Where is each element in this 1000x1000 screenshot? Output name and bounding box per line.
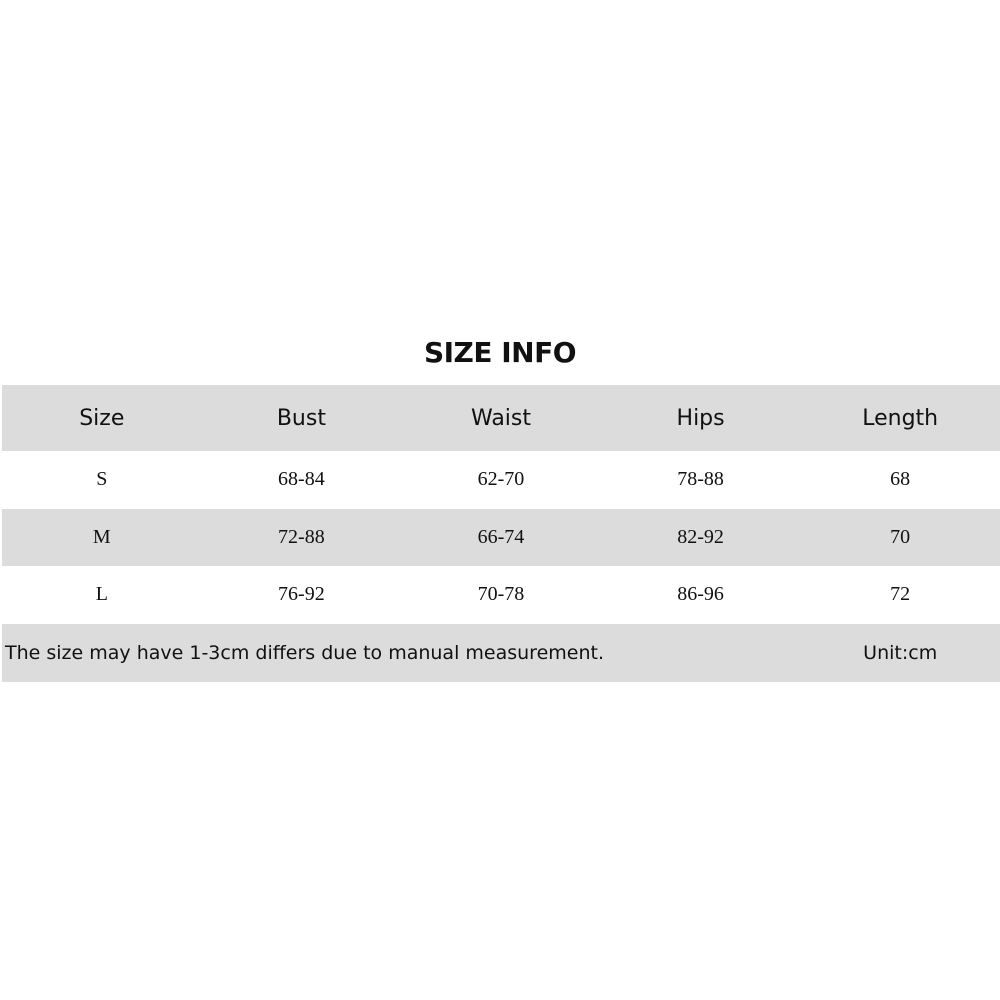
cell-length: 68 — [890, 468, 911, 491]
cell-hips: 78-88 — [677, 468, 724, 491]
cell-waist: 70-78 — [477, 583, 525, 606]
size-info-title: SIZE INFO — [423, 336, 577, 369]
cell-length: 70 — [890, 525, 911, 548]
cell-size: S — [96, 468, 108, 491]
header-length: Length — [862, 405, 939, 431]
header-hips: Hips — [676, 405, 725, 431]
cell-bust: 68-84 — [278, 468, 325, 491]
table-row — [2, 509, 1000, 567]
cell-hips: 82-92 — [677, 525, 724, 548]
header-bust: Bust — [276, 405, 326, 431]
cell-waist: 66-74 — [477, 525, 525, 548]
header-waist: Waist — [470, 405, 531, 431]
measurement-note: The size may have 1-3cm differs due to manual measurement. — [5, 641, 604, 664]
cell-hips: 86-96 — [677, 583, 724, 606]
cell-bust: 72-88 — [278, 525, 325, 548]
cell-size: M — [92, 525, 111, 548]
unit-label: Unit:cm — [863, 641, 938, 664]
cell-length: 72 — [890, 583, 911, 606]
table-row — [2, 566, 1000, 624]
table-note-row — [2, 624, 1000, 682]
cell-size: L — [95, 583, 108, 606]
table-header-row — [2, 385, 1000, 451]
cell-bust: 76-92 — [278, 583, 325, 606]
table-row — [2, 451, 1000, 509]
size-table — [2, 385, 1000, 682]
header-size: Size — [79, 405, 125, 431]
cell-waist: 62-70 — [477, 468, 525, 491]
